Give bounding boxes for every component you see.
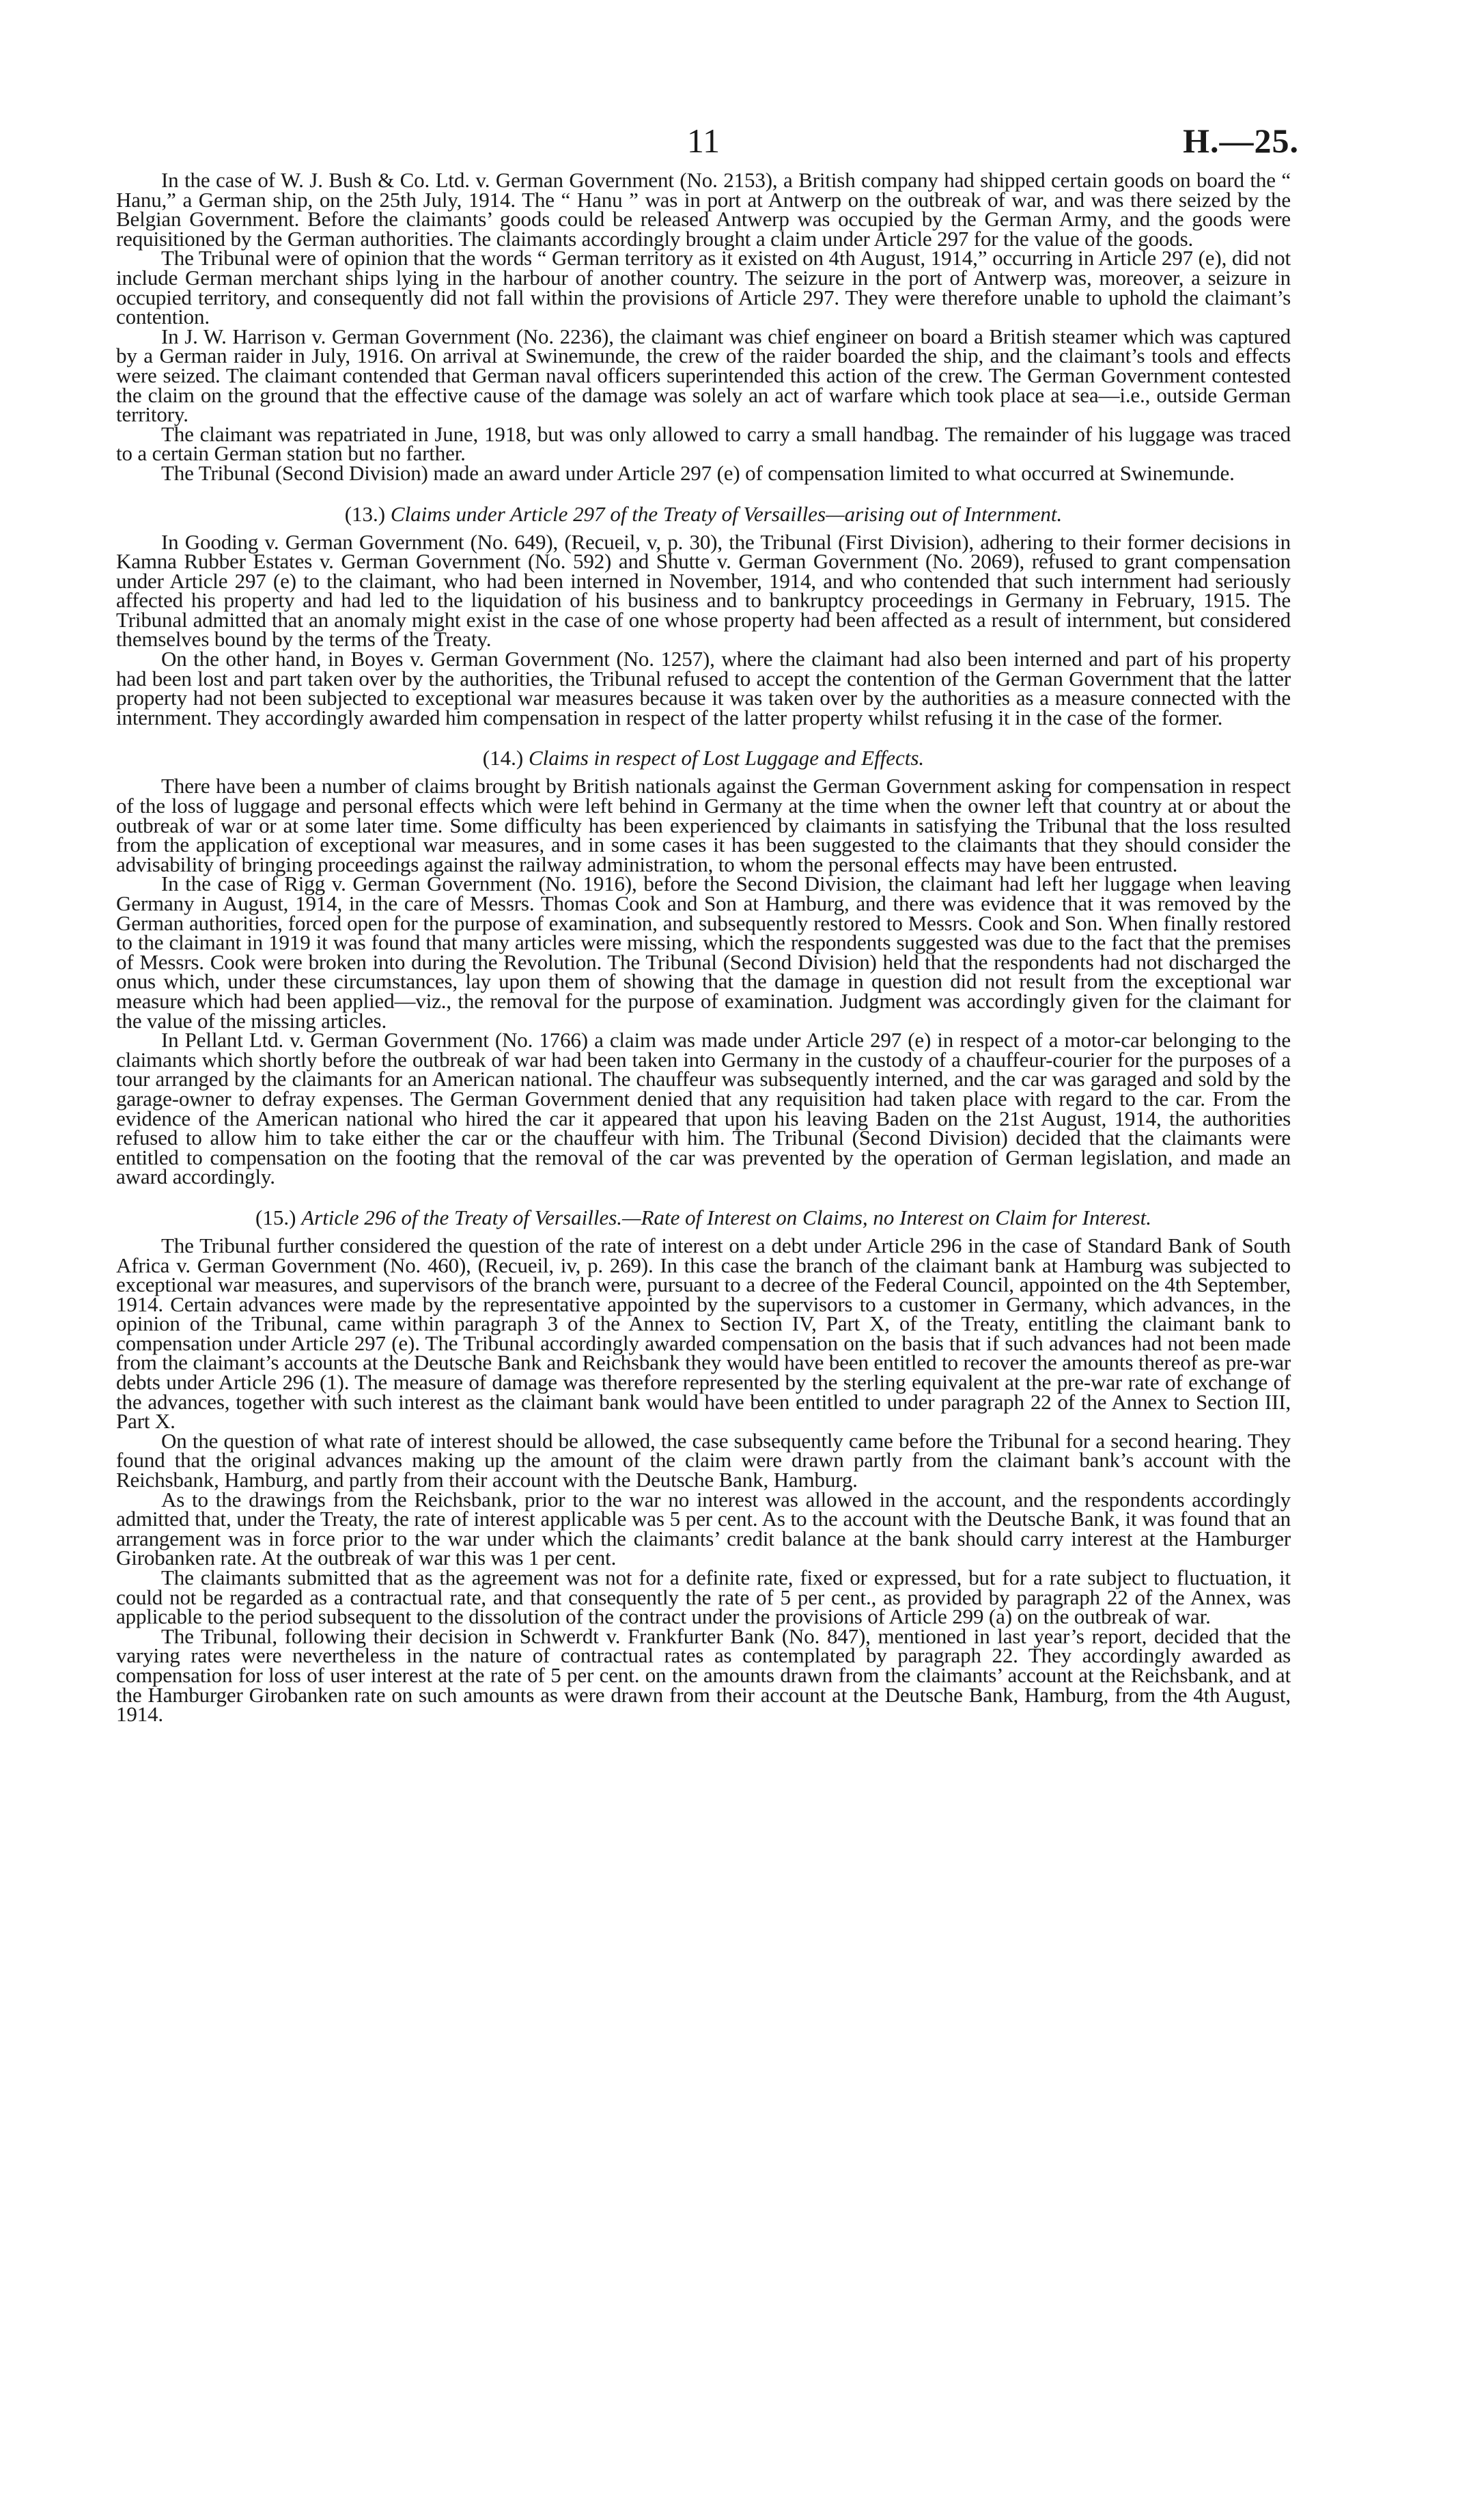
paragraph: In J. W. Harrison v. German Government (No. 2236), the claimant was chief engineer on board a British steamer which was captured by a German raider in July, 1916. On arrival at Swinemunde, the crew of the raider boarded the ship, and the claimant’s tools and effects were seized. The claimant contended that German naval officers superintended this action of the crew. The German Government contested the claim on the ground that the effective cause of the damage was solely an act of warfare which took place at sea—i.e., outside German territory. [116, 324, 1291, 427]
section-heading [116, 1205, 1291, 1229]
section-heading-text: Claims under Article 297 of the Treaty of Versailles—arising out of Internment. [390, 501, 1063, 526]
paragraph: There have been a number of claims brought by British nationals against the German Government asking for compensation in respect of the loss of luggage and personal effects which were left behind in Germany at the time when the owner left that country at or about the outbreak of war or at some later time. Some difficulty has been experienced by claimants in satisfying the Tribunal that the loss resulted from the application of exceptional war measures, and in some cases it has been suggested to the claimants that they should consider the advisability of bringing proceedings against the railway administration, to whom the personal effects may have been entrusted. [116, 774, 1291, 876]
paragraph: In Pellant Ltd. v. German Government (No. 1766) a claim was made under Article 297 (e) in respect of a motor-car belonging to the claimants which shortly before the outbreak of war had been taken into Germany in the custody of a chauffeur-courier for the purposes of a tour arranged by the claimants for an American national. The chauffeur was subsequently interned, and the car was garaged and sold by the garage-owner to defray expenses. The German Government denied that any requisition had taken place with regard to the car. From the evidence of the American national who hired the car it appeared that upon his leaving Baden on the 21st August, 1914, the authorities refused to allow him to take either the car or the chauffeur with him. The Tribunal (Second Division) decided that the claimants were entitled to compensation on the footing that the removal of the car was prevented by the operation of German legislation, and made an award accordingly. [116, 1028, 1291, 1189]
paragraph: The claimant was repatriated in June, 1918, but was only allowed to carry a small handbag. The remainder of his luggage was traced to a certain German station but no farther. [116, 421, 1291, 466]
paper-reference: H.—25. [1183, 122, 1299, 160]
section-bush-harrison [116, 168, 1291, 485]
page-number: 11 [686, 122, 720, 160]
section-14-lost-luggage [116, 746, 1291, 1189]
paragraph: In the case of W. J. Bush & Co. Ltd. v. German Government (No. 2153), a British company had shipped certain goods on board the “ Hanu,” a German ship, on the 25th July, 1914. The “ Hanu ” was in port at Antwerp on the outbreak of war, and was there seized by the Belgian Government. Before the claimants’ goods could be released Antwerp was occupied by the German Army, and the goods were requisitioned by the German authorities. The claimants accordingly brought a claim under Article 297 for the value of the goods. [116, 168, 1291, 251]
paragraph: The Tribunal were of opinion that the words “ German territory as it existed on 4th August, 1914,” occurring in Article 297 (e), did not include German merchant ships lying in the harbour of another country. The seizure in the port of Antwerp was, moreover, a seizure in occupied territory, and consequently did not fall within the provisions of Article 297. They were therefore unable to uphold the claimant’s contention. [116, 246, 1291, 329]
paragraph: The claimants submitted that as the agreement was not for a definite rate, fixed or expressed, but for a rate subject to fluctuation, it could not be regarded as a contractual rate, and that consequently the rate of 5 per cent., as provided by paragraph 22 of the Annex, was applicable to the period subsequent to the dissolution of the contract under the provisions of Article 299 (a) on the outbreak of war. [116, 1565, 1291, 1629]
section-heading-number: (15.) [255, 1205, 296, 1229]
section-heading-number: (14.) [482, 746, 524, 770]
paragraph: The Tribunal (Second Division) made an award under Article 297 (e) of compensation limited to what occurred at Swinemunde. [161, 460, 1235, 485]
paragraph: As to the drawings from the Reichsbank, prior to the war no interest was allowed in the account, and the respondents accordingly admitted that, under the Treaty, the rate of interest applicable was 5 per cent. As to the account with the Deutsche Bank, it was found that an arrangement was in force prior to the war under which the claimants’ credit balance at the bank should carry interest at the Hamburger Girobanken rate. At the outbreak of war this was 1 per cent. [116, 1487, 1291, 1570]
section-13-internment [116, 501, 1291, 729]
section-heading-text: Article 296 of the Treaty of Versailles.—Rate of Interest on Claims, no Interest on Claim for Interest. [301, 1205, 1151, 1229]
paragraph: On the other hand, in Boyes v. German Government (No. 1257), where the claimant had also been interned and part of his property had been lost and part taken over by the authorities, the Tribunal refused to accept the contention of the German Government that the latter property had not been subjected to exceptional war measures because it was taken over by the authorities as a measure connected with the internment. They accordingly awarded him compensation in respect of the latter property whilst refusing it in the case of the former. [116, 647, 1291, 729]
paragraph: In the case of Rigg v. German Government (No. 1916), before the Second Division, the claimant had left her luggage when leaving Germany in August, 1914, in the care of Messrs. Thomas Cook and Son at Hamburg, and there was evidence that it was removed by the German authorities, forced open for the purpose of examination, and subsequently restored to Messrs. Cook and Son. When finally restored to the claimant in 1919 it was found that many articles were missing, which the respondents suggested was due to the fact that the premises of Messrs. Cook were broken into during the Revolution. The Tribunal (Second Division) held that the respondents had not discharged the onus which, under these circumstances, lay upon them of showing that the damage in question did not result from the exceptional war measure which had been applied—viz., the removal for the purpose of examination. Judgment was accordingly given for the claimant for the value of the missing articles. [116, 872, 1291, 1033]
paragraph: In Gooding v. German Government (No. 649), (Recueil, v, p. 30), the Tribunal (First Division), adhering to their former decisions in Kamna Rubber Estates v. German Government (No. 592) and Shutte v. German Government (No. 2069), refused to grant compensation under Article 297 (e) to the claimant, who had been interned in November, 1914, and who contended that such internment had seriously affected his property and had led to the liquidation of his business and to bankruptcy proceedings in Germany in February, 1915. The Tribunal admitted that an anomaly might exist in the case of one whose property had been affected as a result of internment, but considered themselves bound by the terms of the Treaty. [116, 529, 1291, 652]
page-header [116, 0, 1299, 171]
paragraph: On the question of what rate of interest should be allowed, the case subsequently came before the Tribunal for a second hearing. They found that the original advances making up the amount of the claim were drawn partly from the claimant bank’s account with the Reichsbank, Hamburg, and partly from their account with the Deutsche Bank, Hamburg. [116, 1428, 1291, 1492]
document-page [116, 0, 1299, 1727]
section-heading [116, 501, 1291, 526]
paragraph: The Tribunal, following their decision in Schwerdt v. Frankfurter Bank (No. 847), mentioned in last year’s report, decided that the varying rates were nevertheless in the nature of contractual rates as contemplated by paragraph 22. They accordingly awarded as compensation for loss of user interest at the rate of 5 per cent. on the amounts drawn from the claimants’ account at the Reichsbank, and at the Hamburger Girobanken rate on such amounts as were drawn from their account at the Deutsche Bank, Hamburg, from the 4th August, 1914. [116, 1624, 1291, 1727]
section-15-interest [116, 1205, 1291, 1727]
section-heading [116, 748, 1291, 768]
section-heading-text: Claims in respect of Lost Luggage and Effects. [528, 746, 925, 770]
paragraph: The Tribunal further considered the question of the rate of interest on a debt under Article 296 in the case of Standard Bank of South Africa v. German Government (No. 460), (Recueil, iv, p. 269). In this case the branch of the claimant bank at Hamburg was subjected to exceptional war measures, and supervisors of the branch were, pursuant to a decree of the Federal Council, appointed on the 4th September, 1914. Certain advances were made by the representative appointed by the supervisors to a customer in Germany, which advances, in the opinion of the Tribunal, came within paragraph 3 of the Annex to Section IV, Part X, of the Treaty, entitling the claimant bank to compensation under Article 297 (e). The Tribunal accordingly awarded compensation on the basis that if such advances had not been made from the claimant’s accounts at the Deutsche Bank and Reichsbank they would have been entitled to recover the amounts thereof as pre-war debts under Article 296 (1). The measure of damage was therefore represented by the sterling equivalent at the pre-war rate of exchange of the advances, together with such interest as the claimant bank would have been entitled to under paragraph 22 of the Annex to Section III, Part X. [116, 1233, 1291, 1434]
section-heading-number: (13.) [344, 501, 386, 526]
